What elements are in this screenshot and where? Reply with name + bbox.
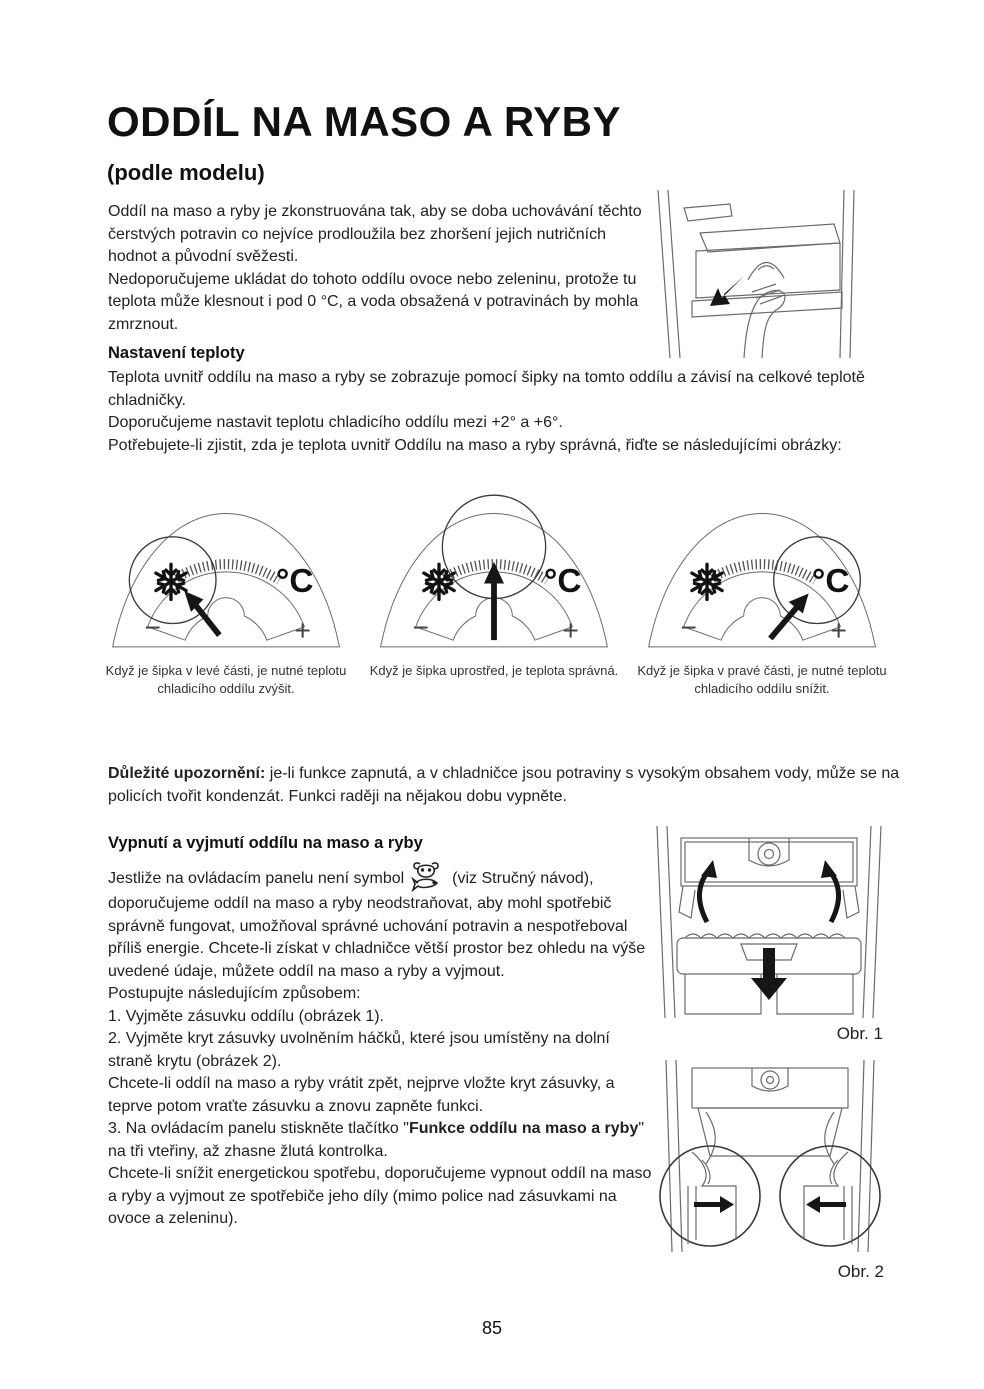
celsius-label: °C — [276, 562, 314, 600]
temperature-heading: Nastavení teploty — [108, 344, 245, 362]
page-number: 85 — [481, 1318, 503, 1338]
removal-step-1: 1. Vyjměte zásuvku oddílu (obrázek 1). — [108, 1007, 384, 1025]
celsius-label: °C — [812, 562, 850, 600]
snowflake-icon — [421, 564, 456, 599]
celsius-label: °C — [544, 562, 582, 600]
removal-text-after-icon: (viz Stručný návod), doporučujeme oddíl na maso a ryby neodstraňovat, aby mohl spotřebič správně fungovat, umožňoval správné uchování potravin a nespotřeboval příliš energie. Chcete-li získat v chladničce větší prostor bez ohledu na výše uvedené údaje, můžete oddíl na maso a ryby a vyjmout. — [108, 870, 646, 980]
dial-left-diagram — [98, 480, 354, 698]
dial-center-diagram — [366, 480, 622, 698]
removal-paragraph-3: Chcete-li oddíl na maso a ryby vrátit zpět, nejprve vložte kryt zásuvky, a teprve potom vraťte zásuvku a znovu zapněte funkci. — [108, 1075, 615, 1115]
dial-center-caption: Když je šipka uprostřed, je teplota správná. — [369, 663, 619, 678]
figure-2-caption: Obr. 2 — [837, 1262, 884, 1281]
page-title: ODDÍL NA MASO A RYBY — [107, 98, 622, 145]
intro-paragraph-1: Oddíl na maso a ryby je zkonstruována tak, aby se doba uchovávání těchto čerstvých potravin co nejvíce prodloužila bez zhoršení jejich nutričních hodnot a původní svěžesti. — [108, 203, 642, 265]
header — [107, 98, 621, 186]
removal-section — [108, 834, 656, 1231]
dial-right-diagram — [634, 480, 890, 698]
dial-right-caption: Když je šipka v pravé části, je nutné teplotu chladicího oddílu snížit. — [637, 663, 887, 696]
snowflake-icon — [153, 564, 188, 599]
step3-text-after: " na tři vteřiny, až zhasne žlutá kontrolka. — [108, 1120, 645, 1160]
removal-paragraph-2: Postupujte následujícím způsobem: — [108, 985, 361, 1002]
dial-left-caption: Když je šipka v levé části, je nutné teplotu chladicího oddílu zvýšit. — [105, 663, 347, 696]
plus-label: + — [830, 615, 847, 648]
intro-paragraph-2: Nedoporučujeme ukládat do tohoto oddílu ovoce nebo zeleninu, protože tu teplota může klesnout i pod 0 °C, a voda obsažená v potravinách by mohla zmrznout. — [108, 270, 639, 333]
temperature-paragraph-3: Potřebujete-li zjistit, zda je teplota uvnitř Oddílu na maso a ryby správná, řiďte se následujícími obrázky: — [108, 436, 842, 454]
removal-step-3 — [108, 1118, 656, 1163]
snowflake-icon — [689, 564, 724, 599]
temperature-section — [108, 344, 900, 457]
minus-label: − — [680, 611, 697, 644]
removal-paragraph-1 — [108, 861, 656, 983]
minus-label: − — [144, 611, 161, 644]
meat-fish-symbol-icon — [410, 861, 446, 893]
important-note-label: Důležité upozornění: — [108, 765, 266, 782]
indicator-arrow-right — [770, 594, 808, 639]
indicator-arrow-center — [484, 562, 504, 640]
indicator-arrow-left — [184, 591, 219, 635]
figure-1-illustration — [645, 826, 893, 1018]
thermostat-dial-arrow-left-icon — [101, 480, 351, 652]
figure-1-caption: Obr. 1 — [836, 1024, 883, 1043]
removal-paragraph-4: Chcete-li snížit energetickou spotřebu, doporučujeme vypnout oddíl na maso a ryby a vyjmout ze spotřebiče jeho díly (mimo police nad zásuvkami na ovoce a zeleninu). — [108, 1165, 652, 1227]
hook-detail-left — [660, 1146, 760, 1246]
page-subtitle: (podle modelu) — [107, 160, 265, 185]
thermostat-dial-arrow-center-icon — [369, 480, 619, 652]
figure-2-illustration — [648, 1060, 892, 1252]
intro-block — [108, 201, 653, 336]
rotate-arrow-right-icon — [821, 860, 839, 922]
slide-arrow-left-icon — [806, 1196, 846, 1213]
plus-label: + — [562, 615, 579, 648]
dial-diagrams — [98, 480, 890, 698]
figure-1 — [645, 826, 893, 1044]
plus-label: + — [294, 615, 311, 648]
important-note-text: je-li funkce zapnutá, a v chladničce jsou potraviny s vysokým obsahem vody, může se na policích tvořit kondenzát. Funkci raději na nějakou dobu vypněte. — [108, 765, 900, 805]
figure-drawer-hand — [648, 188, 866, 358]
thermostat-dial-arrow-right-icon — [637, 480, 887, 652]
rotate-arrow-left-icon — [699, 860, 717, 922]
removal-text-before-icon: Jestliže na ovládacím panelu není symbol — [108, 870, 405, 887]
drawer-hand-illustration — [648, 188, 866, 358]
important-note-paragraph — [108, 763, 900, 808]
hook-detail-right — [780, 1146, 880, 1246]
figure-2 — [648, 1060, 892, 1282]
minus-label: − — [412, 611, 429, 644]
slide-arrow-right-icon — [694, 1196, 734, 1213]
temperature-paragraph-2: Doporučujeme nastavit teplotu chladicího oddílu mezi +2° a +6°. — [108, 414, 563, 431]
step3-button-name: Funkce oddílu na maso a ryby — [408, 1120, 639, 1137]
removal-step-2: 2. Vyjměte kryt zásuvky uvolněním háčků, které jsou umístěny na dolní straně krytu (obrázek 2). — [108, 1030, 610, 1070]
removal-heading: Vypnutí a vyjmutí oddílu na maso a ryby — [108, 834, 423, 852]
important-note — [108, 763, 900, 808]
temperature-paragraph-1: Teplota uvnitř oddílu na maso a ryby se zobrazuje pomocí šipky na tomto oddílu a závisí na celkové teplotě chladničky. — [108, 369, 865, 409]
step3-text-before: 3. Na ovládacím panelu stiskněte tlačítko " — [108, 1120, 409, 1137]
